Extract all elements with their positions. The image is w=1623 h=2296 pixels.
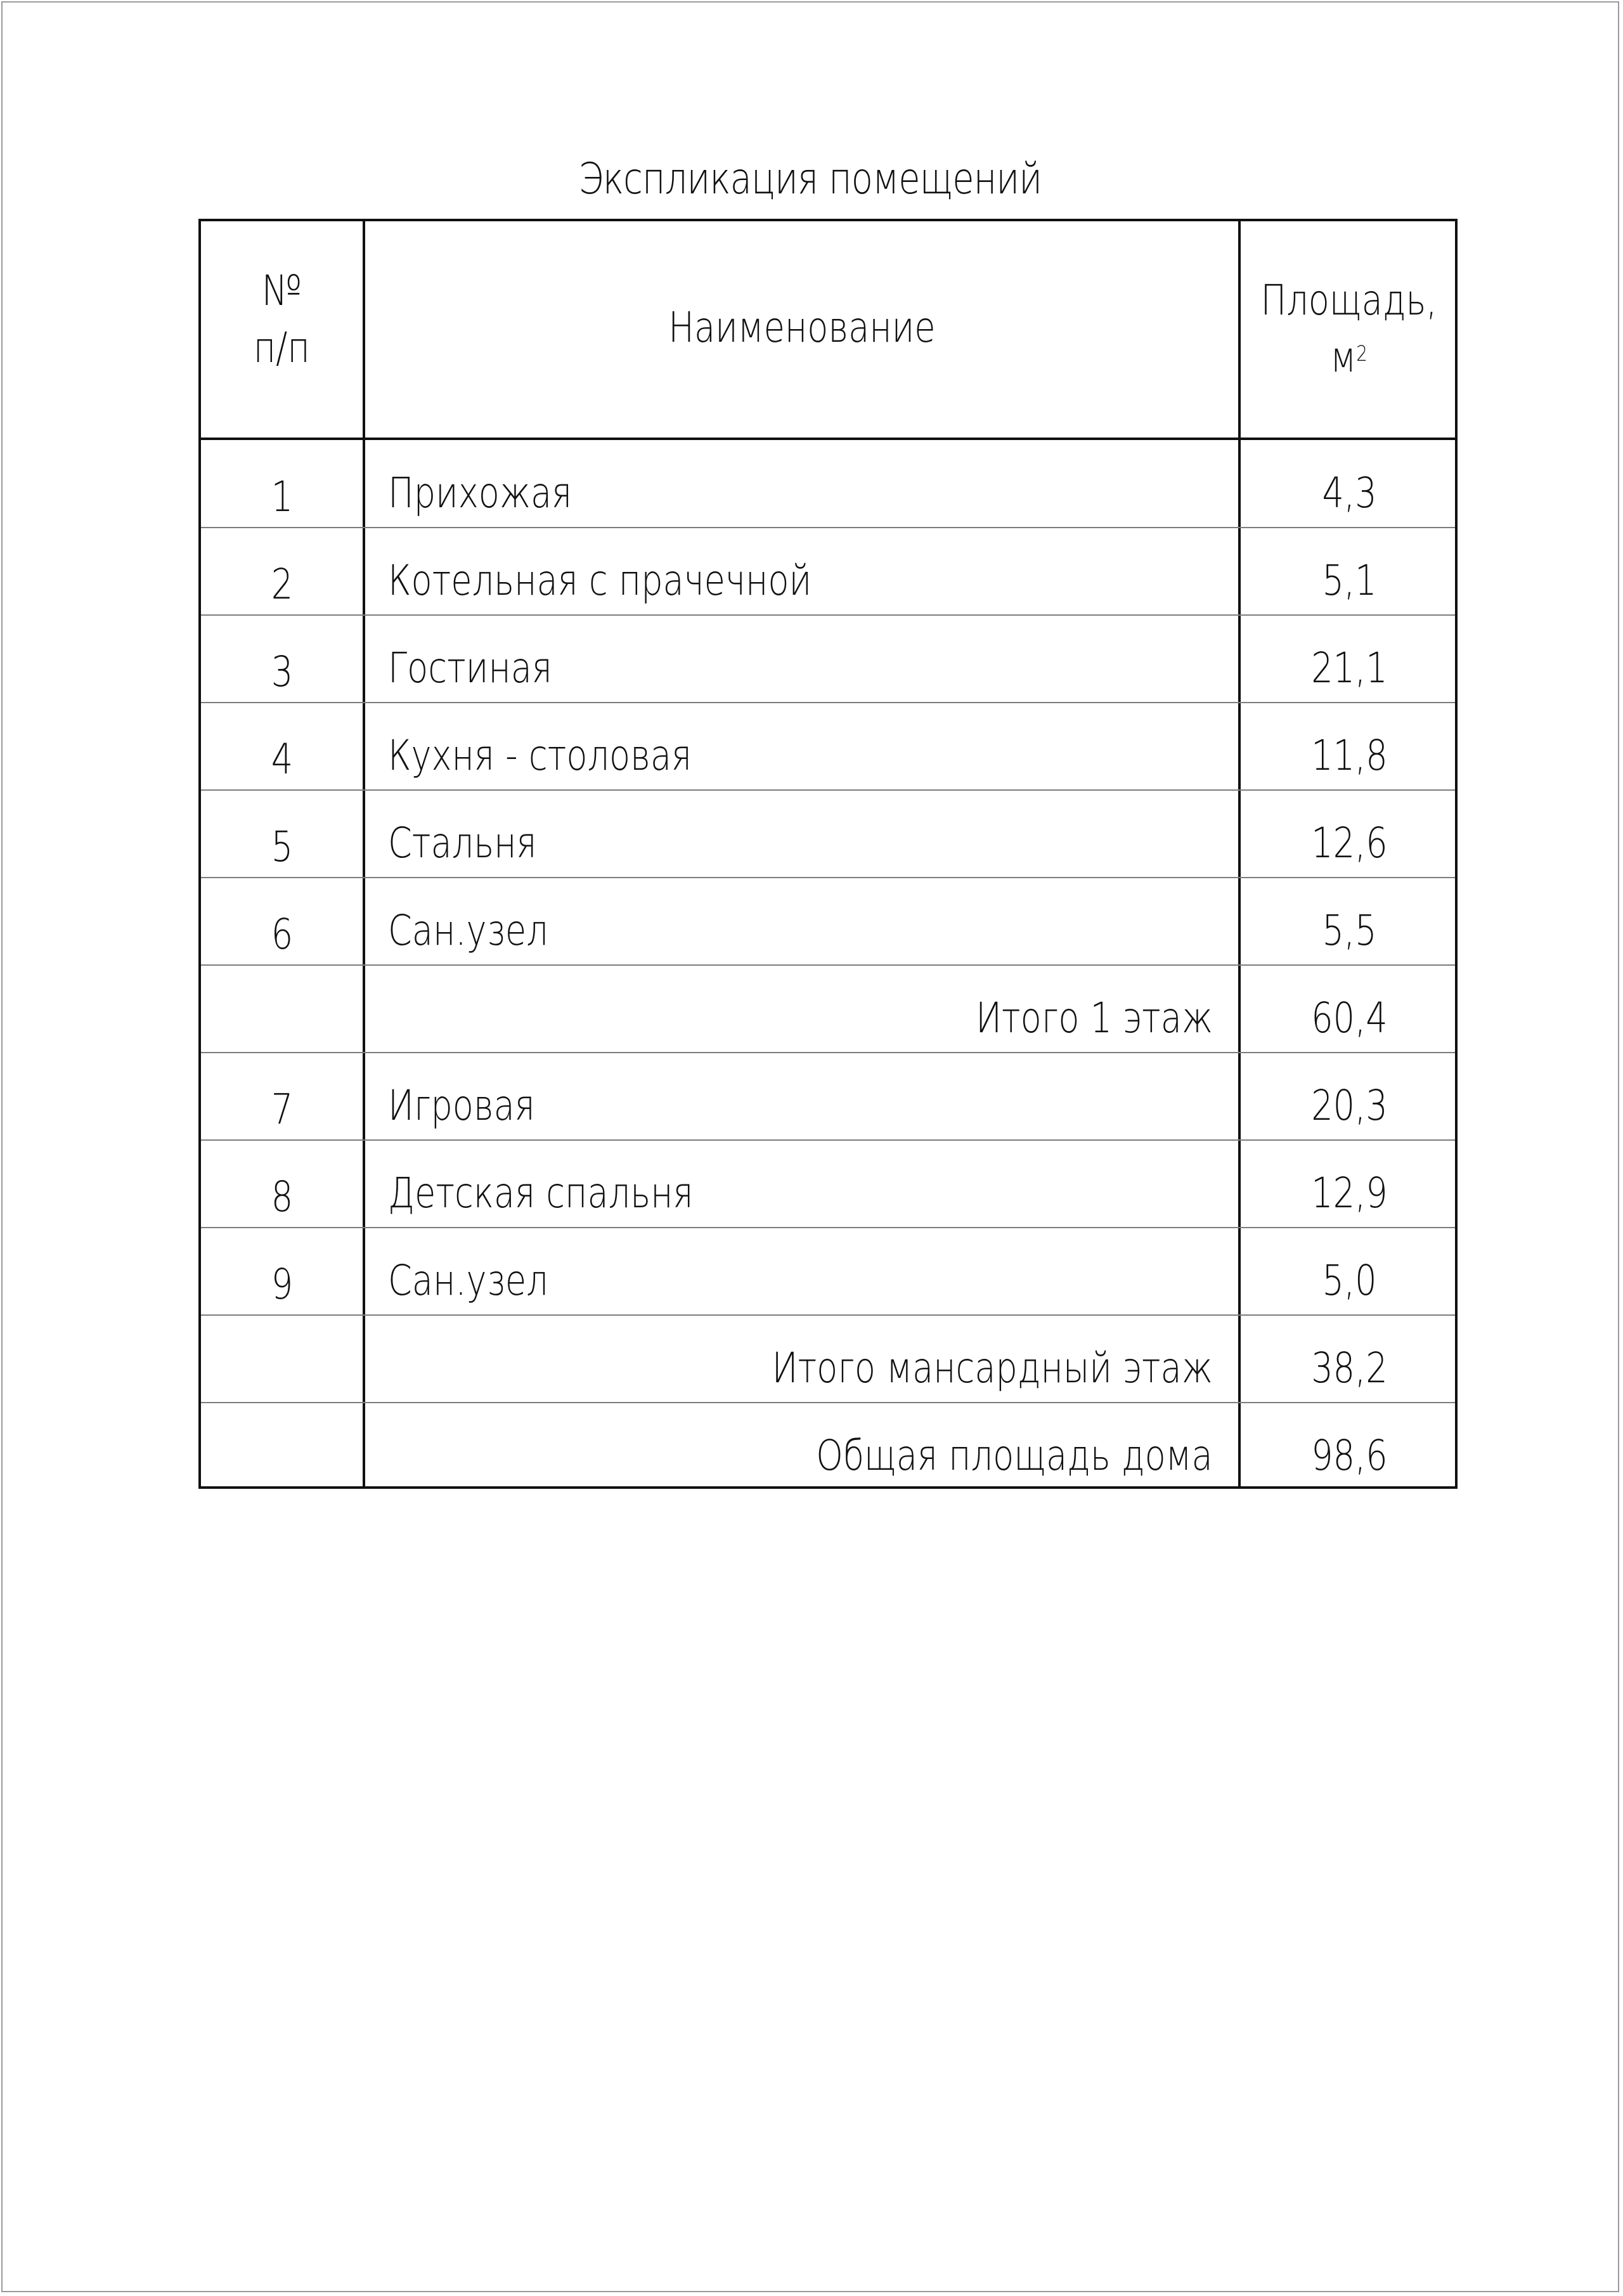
row-area-text: 5,5 bbox=[1321, 906, 1377, 955]
row-number bbox=[201, 822, 363, 872]
row-room-name bbox=[388, 1168, 1212, 1219]
row-number-text: 1 bbox=[271, 472, 293, 521]
row-divider bbox=[201, 1052, 1455, 1053]
row-divider bbox=[201, 527, 1455, 528]
row-area bbox=[1241, 555, 1458, 606]
row-name-text: Игровая bbox=[388, 1081, 535, 1130]
row-room-name bbox=[388, 643, 1212, 694]
row-area-text: 98,6 bbox=[1310, 1431, 1388, 1480]
row-name-text: Детская спальня bbox=[388, 1169, 694, 1217]
row-divider bbox=[201, 1227, 1455, 1228]
row-area-text: 12,6 bbox=[1310, 819, 1388, 867]
row-number-text: 6 bbox=[271, 910, 293, 959]
row-area bbox=[1241, 818, 1458, 869]
row-room-name bbox=[388, 555, 1212, 606]
row-room-name bbox=[388, 905, 1212, 956]
row-area-text: 4,3 bbox=[1321, 469, 1377, 517]
row-number bbox=[201, 1172, 363, 1223]
table-title: Экспликация помещений bbox=[578, 154, 1042, 204]
row-number bbox=[201, 647, 363, 697]
row-area bbox=[1241, 993, 1458, 1044]
row-divider bbox=[201, 1314, 1455, 1316]
row-total-label bbox=[365, 1430, 1213, 1481]
row-name-text: Прихожая bbox=[388, 469, 572, 517]
row-name-text: Гостиная bbox=[388, 644, 552, 692]
row-area bbox=[1241, 643, 1458, 694]
row-divider bbox=[201, 789, 1455, 791]
header-name bbox=[365, 302, 1238, 353]
row-room-name bbox=[388, 468, 1212, 519]
row-number bbox=[201, 1259, 363, 1310]
row-area bbox=[1241, 905, 1458, 956]
row-number bbox=[201, 472, 363, 522]
header-divider bbox=[201, 438, 1455, 440]
row-name-text: Сан.узел bbox=[388, 906, 548, 955]
row-divider bbox=[201, 702, 1455, 703]
row-area bbox=[1241, 1255, 1458, 1306]
row-number bbox=[201, 1434, 363, 1485]
row-area-text: 60,4 bbox=[1310, 994, 1388, 1042]
row-number-text: 3 bbox=[271, 647, 293, 696]
row-area bbox=[1241, 1080, 1458, 1131]
area-unit: м bbox=[1330, 333, 1357, 382]
row-area-text: 21,1 bbox=[1310, 644, 1388, 692]
header-number-symbol: № bbox=[261, 266, 302, 315]
row-room-name bbox=[388, 730, 1212, 781]
row-room-name bbox=[388, 1080, 1212, 1131]
header-area-label: Площадь, bbox=[1260, 276, 1438, 325]
row-area bbox=[1241, 1343, 1458, 1394]
row-area-text: 5,0 bbox=[1321, 1256, 1377, 1305]
header-area bbox=[1241, 272, 1458, 386]
row-number bbox=[201, 1084, 363, 1135]
row-number bbox=[201, 734, 363, 785]
row-total-label bbox=[365, 1343, 1213, 1394]
row-name-text: Итого мансардный этаж bbox=[772, 1344, 1213, 1392]
row-divider bbox=[201, 1402, 1455, 1403]
area-unit-exponent: 2 bbox=[1356, 341, 1368, 366]
header-number bbox=[201, 263, 363, 377]
row-area-text: 11,8 bbox=[1310, 731, 1388, 780]
row-area bbox=[1241, 1430, 1458, 1481]
row-divider bbox=[201, 964, 1455, 966]
row-area bbox=[1241, 468, 1458, 519]
row-number-text: 2 bbox=[271, 560, 293, 609]
column-divider-number bbox=[363, 221, 365, 1486]
row-room-name bbox=[388, 818, 1212, 869]
row-number-text: 9 bbox=[271, 1260, 293, 1309]
row-name-text: Стальня bbox=[388, 819, 537, 867]
row-area-text: 5,1 bbox=[1321, 556, 1377, 605]
row-area-text: 38,2 bbox=[1310, 1344, 1388, 1392]
row-name-text: Кухня - столовая bbox=[388, 731, 692, 780]
row-area bbox=[1241, 1168, 1458, 1219]
row-number bbox=[201, 1347, 363, 1398]
row-divider bbox=[201, 1139, 1455, 1141]
row-name-text: Сан.узел bbox=[388, 1256, 548, 1305]
row-name-text: Котельная с прачечной bbox=[388, 556, 812, 605]
header-number-abbr: п/п bbox=[253, 323, 310, 372]
header-name-label: Наименование bbox=[668, 303, 936, 352]
row-divider bbox=[201, 877, 1455, 878]
row-number bbox=[201, 909, 363, 960]
row-number-text: 4 bbox=[271, 735, 293, 784]
row-number bbox=[201, 997, 363, 1047]
row-number-text: 7 bbox=[271, 1085, 293, 1134]
room-schedule-table bbox=[198, 219, 1458, 1489]
row-name-text: Общая площадь дома bbox=[816, 1431, 1213, 1480]
row-area-text: 12,9 bbox=[1310, 1169, 1388, 1217]
row-number bbox=[201, 559, 363, 610]
row-number-text: 5 bbox=[271, 822, 293, 871]
row-number-text: 8 bbox=[271, 1172, 293, 1221]
row-name-text: Итого 1 этаж bbox=[976, 994, 1213, 1042]
row-area-text: 20,3 bbox=[1310, 1081, 1388, 1130]
row-total-label bbox=[365, 993, 1213, 1044]
row-room-name bbox=[388, 1255, 1212, 1306]
header-area-unit bbox=[1331, 329, 1368, 386]
row-divider bbox=[201, 614, 1455, 616]
row-area bbox=[1241, 730, 1458, 781]
